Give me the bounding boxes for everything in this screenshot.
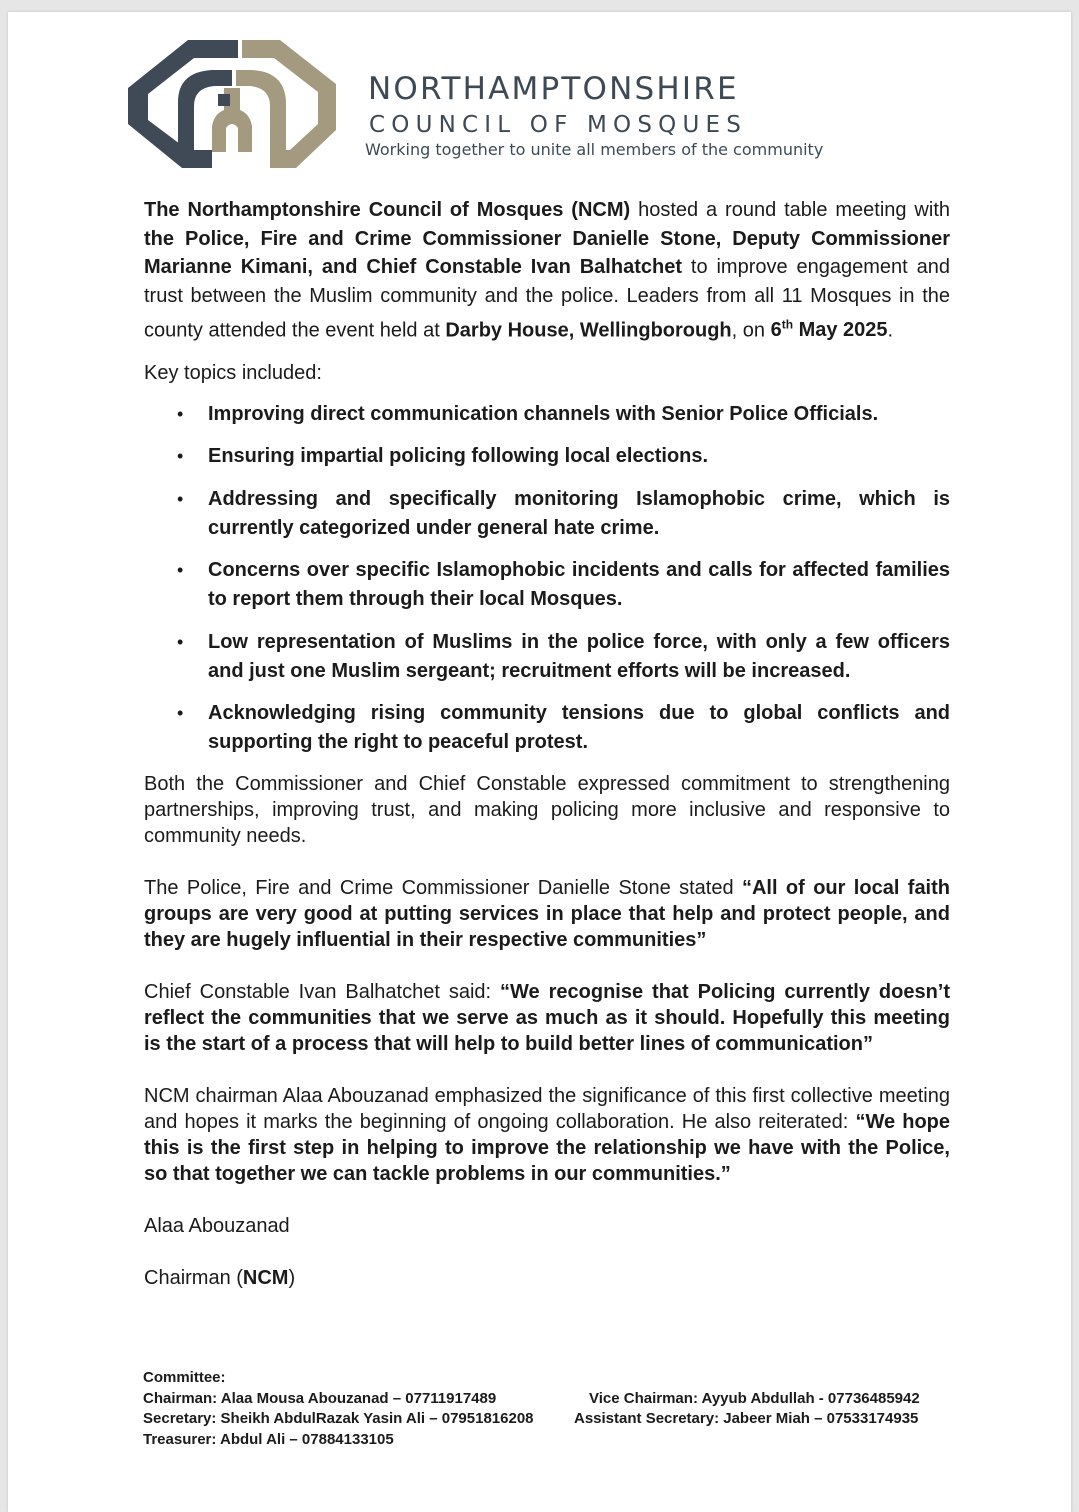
- bullet-icon: •: [177, 403, 184, 424]
- list-item: [144, 699, 950, 757]
- bullet-icon: •: [177, 560, 184, 581]
- signer-title-end: ): [288, 1266, 296, 1289]
- bullet-icon: •: [177, 488, 184, 509]
- org-subname: COUNCIL OF MOSQUES: [369, 112, 748, 138]
- committee-row: [143, 1389, 953, 1410]
- signer-title-text: Chairman (: [144, 1266, 243, 1289]
- list-item: [144, 556, 950, 614]
- chairman-quote: “We hope this is the first step in helping to improve the relationship we have with the Police, so that together we can tackle problems in our communities.”: [144, 1110, 951, 1185]
- intro-date-suffix: th: [781, 317, 794, 332]
- press-release-body: [144, 196, 950, 1291]
- commissioner-quote: “All of our local faith groups are very good at putting services in place that help and protect people, and they are hugely influential in their respective communities”: [144, 876, 950, 951]
- signer-title-org: NCM: [242, 1266, 289, 1289]
- list-item: [144, 628, 950, 686]
- document-page: [8, 12, 1071, 1512]
- signer-title: [144, 1265, 950, 1291]
- topics-label: Key topics included:: [144, 362, 322, 385]
- intro-text-1: hosted a round table meeting with: [630, 199, 950, 221]
- list-item: [144, 442, 950, 471]
- intro-date: [771, 319, 888, 341]
- intro-paragraph: [144, 196, 950, 345]
- committee-chairman: Chairman: Alaa Mousa Abouzanad – 07711917489: [143, 1389, 497, 1407]
- topic-text: Acknowledging rising community tensions due to global conflicts and supporting the right to peaceful protest.: [208, 702, 950, 754]
- bullet-icon: •: [177, 631, 184, 652]
- topic-text: Improving direct communication channels with Senior Police Officials.: [208, 402, 879, 425]
- list-item: [144, 400, 950, 429]
- constable-quote-paragraph: [144, 979, 950, 1057]
- intro-officials: the Police, Fire and Crime Commissioner Danielle Stone, Deputy Commissioner Marianne Kimani, and Chief Constable Ivan Balhatchet: [144, 227, 950, 279]
- constable-quote: “We recognise that Policing currently doesn’t reflect the communities that we serve as much as it should. Hopefully this meeting is the start of a process that will help to build better lines of communication”: [144, 980, 951, 1055]
- committee-secretary: Secretary: Sheikh AbdulRazak Yasin Ali – 07951816208: [143, 1410, 534, 1428]
- topic-text: Addressing and specifically monitoring Islamophobic crime, which is currently categorized under general hate crime.: [208, 487, 950, 539]
- list-item: [144, 485, 950, 543]
- intro-org: The Northamptonshire Council of Mosques (NCM): [144, 199, 631, 221]
- intro-text-3: , on: [731, 319, 771, 342]
- committee-vice-chairman: Vice Chairman: Ayyub Abdullah - 07736485942: [589, 1389, 920, 1407]
- committee-block: [143, 1368, 953, 1450]
- commissioner-quote-lead: The Police, Fire and Crime Commissioner Danielle Stone stated: [144, 876, 742, 899]
- signer-name: Alaa Abouzanad: [144, 1214, 290, 1237]
- topic-text: Concerns over specific Islamophobic incidents and calls for affected families to report them through their local Mosques.: [208, 559, 950, 611]
- chairman-quote-paragraph: [144, 1083, 950, 1187]
- org-name: NORTHAMPTONSHIRE: [368, 71, 739, 107]
- committee-assistant-secretary: Assistant Secretary: Jabeer Miah – 07533174935: [574, 1410, 919, 1428]
- committee-row: [143, 1409, 953, 1430]
- intro-text-2: to improve engagement and trust between the Muslim community and the police. Leaders from all 11 Mosques in the county attended the event held at: [144, 256, 950, 342]
- chairman-quote-lead: NCM chairman Alaa Abouzanad emphasized the significance of this first collective meeting and hopes it marks the beginning of ongoing collaboration. He also reiterated:: [144, 1084, 950, 1133]
- topic-text: Ensuring impartial policing following local elections.: [208, 445, 709, 468]
- org-tagline: Working together to unite all members of the community: [365, 140, 824, 159]
- topic-text: Low representation of Muslims in the police force, with only a few officers and just one Muslim sergeant; recruitment efforts will be increased.: [208, 630, 950, 682]
- bullet-icon: •: [177, 446, 184, 467]
- committee-treasurer: Treasurer: Abdul Ali – 07884133105: [143, 1430, 394, 1448]
- committee-heading: Committee:: [143, 1369, 226, 1386]
- bullet-icon: •: [177, 703, 184, 724]
- constable-quote-lead: Chief Constable Ivan Balhatchet said:: [144, 980, 501, 1003]
- commitment-paragraph: Both the Commissioner and Chief Constable expressed commitment to strengthening partnerships, improving trust, and making policing more inclusive and responsive to community needs.: [144, 772, 950, 847]
- intro-date-day: 6: [770, 319, 782, 342]
- commissioner-quote-paragraph: [144, 875, 950, 953]
- intro-date-rest: May 2025: [793, 319, 888, 342]
- ncm-logo-icon: [120, 32, 344, 172]
- intro-text-4: .: [887, 319, 894, 342]
- topics-list: [144, 400, 950, 758]
- intro-venue: Darby House, Wellingborough: [445, 319, 732, 342]
